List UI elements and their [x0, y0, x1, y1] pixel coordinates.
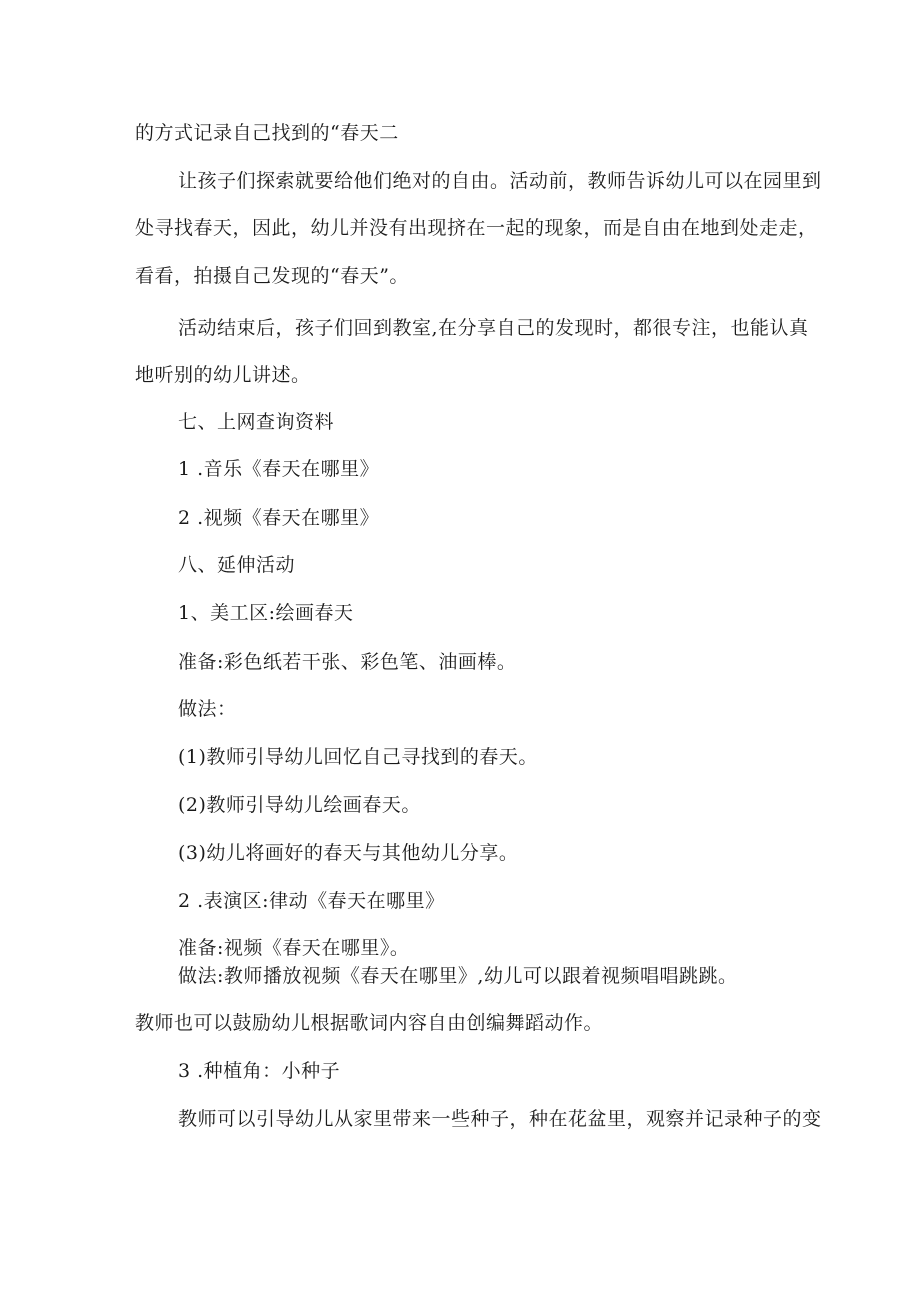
list-item: (2)教师引导幼儿绘画春天。: [178, 794, 421, 816]
paragraph-line: 处寻找春天，因此，幼儿并没有出现挤在一起的现象，而是自由在地到处走走，: [135, 217, 818, 239]
list-item: 2 .视频《春天在哪里》: [178, 507, 380, 529]
paragraph-line: 让孩子们探索就要给他们绝对的自由。活动前，教师告诉幼儿可以在园里到: [178, 170, 822, 192]
paragraph-line: 教师也可以鼓励幼儿根据歌词内容自由创编舞蹈动作。: [135, 1012, 604, 1034]
paragraph-line: 做法:教师播放视频《春天在哪里》,幼儿可以跟着视频唱唱跳跳。: [178, 965, 738, 987]
paragraph-line: 看看，拍摄自己发现的“春天”。: [135, 265, 409, 287]
list-item: 1 .音乐《春天在哪里》: [178, 458, 380, 480]
paragraph-line: 准备:视频《春天在哪里》。: [178, 937, 410, 959]
paragraph-line: 做法：: [178, 698, 237, 720]
paragraph-line: 准备:彩色纸若干张、彩色笔、油画棒。: [178, 651, 517, 673]
list-item: (1)教师引导幼儿回忆自己寻找到的春天。: [178, 746, 538, 768]
paragraph-line: 地听别的幼儿讲述。: [135, 364, 311, 386]
list-item: (3)幼儿将画好的春天与其他幼儿分享。: [178, 842, 519, 864]
paragraph-line: 的方式记录自己找到的“春天二: [135, 122, 399, 144]
subsection-heading: 2 .表演区:律动《春天在哪里》: [178, 890, 445, 912]
paragraph-line: 活动结束后，孩子们回到教室,在分享自己的发现时，都很专注，也能认真: [178, 317, 809, 339]
section-heading: 八、延伸活动: [178, 554, 296, 576]
section-heading: 七、上网查询资料: [178, 411, 335, 433]
paragraph-line: 教师可以引导幼儿从家里带来一些种子，种在花盆里，观察并记录种子的变: [178, 1108, 822, 1130]
subsection-heading: 3 .种植角：小种子: [178, 1060, 341, 1082]
subsection-heading: 1、美工区:绘画春天: [178, 602, 354, 624]
